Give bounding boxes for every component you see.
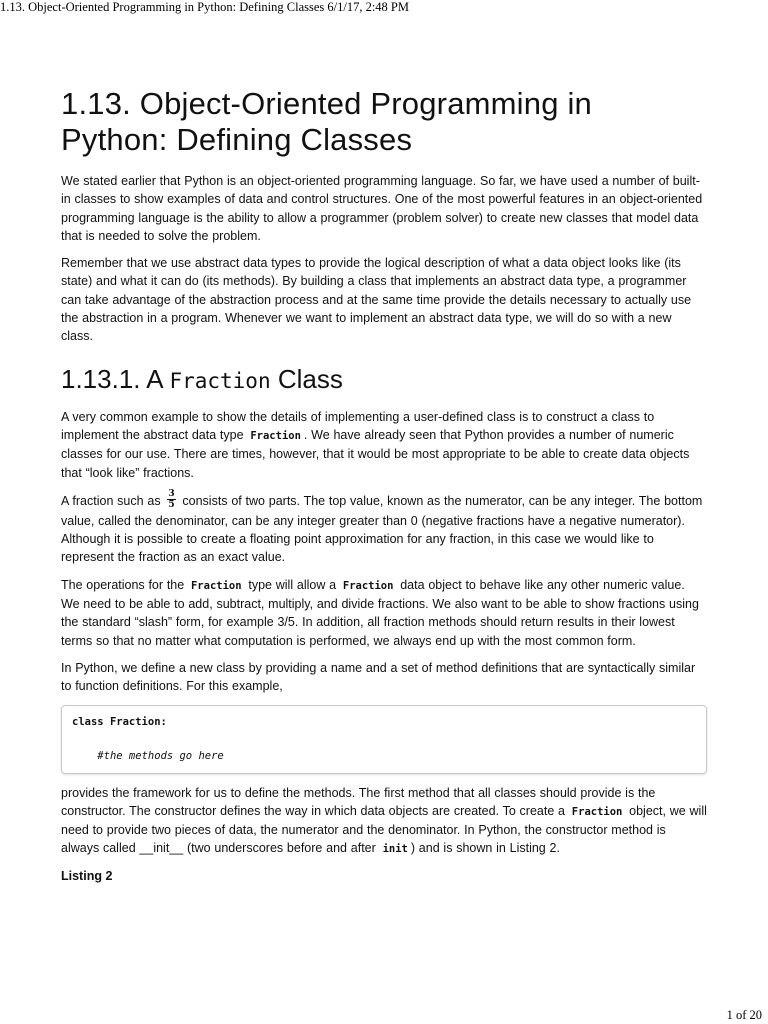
inline-code: Fraction xyxy=(342,579,394,592)
fraction-denominator: 5 xyxy=(168,499,175,510)
paragraph-operations xyxy=(61,576,707,650)
inline-code: Fraction xyxy=(250,429,301,442)
inline-code: init xyxy=(382,843,408,856)
text-span: The operations for the xyxy=(61,577,185,592)
section-code: Fraction xyxy=(169,368,271,393)
text-span: object, we will need to provide two pieces of data, the numerator and the denominator. In Python, the constructor method is always called __init__ (two underscores before and after xyxy=(61,803,707,856)
text-span: ) and is shown in Listing 2. xyxy=(410,841,560,856)
code-comment: #the methods go here xyxy=(97,749,224,762)
listing-label: Listing 2 xyxy=(61,868,113,883)
code-line xyxy=(72,714,696,731)
print-header-datetime: 6/1/17, 2:48 PM xyxy=(327,0,410,14)
intro-paragraph-1: We stated earlier that Python is an object-oriented programming language. So far, we have used a number of built-in classes to show examples of data and control structures. One of the most powerful features in an object-oriented programming language is the ability to allow a programmer (problem solver) to create new classes that model data that is needed to solve the problem. xyxy=(61,174,703,243)
page-counter: 1 of 20 xyxy=(726,1008,762,1022)
fraction-math xyxy=(167,489,175,510)
text-span: . We have already seen that Python provides a number of numeric classes for our use. There are times, however, that it would be most appropriate to be able to create data objects that “look like” fractions. xyxy=(61,427,690,480)
text-span: provides the framework for us to define the methods. The first method that all classes should provide is the constructor. The constructor defines the way in which data objects are created. To create a xyxy=(61,785,656,818)
text-span: consists of two parts. The top value, known as the numerator, can be any integer. The bottom value, called the denominator, can be any integer greater than 0 (negative fractions have a negative numerator). Although it is possible to create a floating point approximation for any fraction, in this case we would like to represent the fraction as an exact value. xyxy=(61,493,703,565)
code-class-name: Fraction: xyxy=(109,715,167,728)
paragraph-fraction-parts xyxy=(61,488,707,567)
code-block[interactable] xyxy=(61,705,707,774)
section-number: 1.13.1. A xyxy=(61,363,163,394)
text-span: type will allow a xyxy=(248,577,337,592)
inline-code: Fraction xyxy=(190,579,242,592)
fraction-numerator: 3 xyxy=(168,488,175,499)
inline-code: Fraction xyxy=(571,805,623,818)
paragraph-constructor xyxy=(61,784,707,859)
code-line xyxy=(72,748,696,765)
section-suffix: Class xyxy=(277,363,343,394)
section-heading xyxy=(61,364,707,396)
text-span: A fraction such as xyxy=(61,493,161,508)
paragraph-define-class: In Python, we define a new class by providing a name and a set of method definitions that are syntactically similar to function definitions. For this example, xyxy=(61,660,696,694)
print-header xyxy=(0,0,409,14)
code-keyword: class xyxy=(72,715,104,728)
print-header-title: 1.13. Object-Oriented Programming in Python: Defining Classes xyxy=(0,0,325,14)
code-line-blank xyxy=(72,731,696,748)
page-title: 1.13. Object-Oriented Programming in Python: Defining Classes xyxy=(61,86,592,157)
paragraph-fraction-intro xyxy=(61,408,707,482)
page-content xyxy=(61,86,707,883)
text-span: A very common example to show the details of implementing a user-defined class is to construct a class to implement the abstract data type xyxy=(61,409,655,442)
intro-paragraph-2: Remember that we use abstract data types to provide the logical description of what a data object looks like (its state) and what it can do (its methods). By building a class that implements an abstract data type, a programmer can take advantage of the abstraction process and at the same time provide the details necessary to actually use the abstraction in a program. Whenever we want to implement an abstract data type, we will do so with a new class. xyxy=(61,256,692,344)
text-span: data object to behave like any other numeric value. We need to be able to add, subtract, multiply, and divide fractions. We also want to be able to show fractions using the standard “slash” form, for example 3/5. In addition, all fraction methods should return results in their lowest terms so that no matter what computation is performed, we always end up with the most common form. xyxy=(61,577,699,648)
